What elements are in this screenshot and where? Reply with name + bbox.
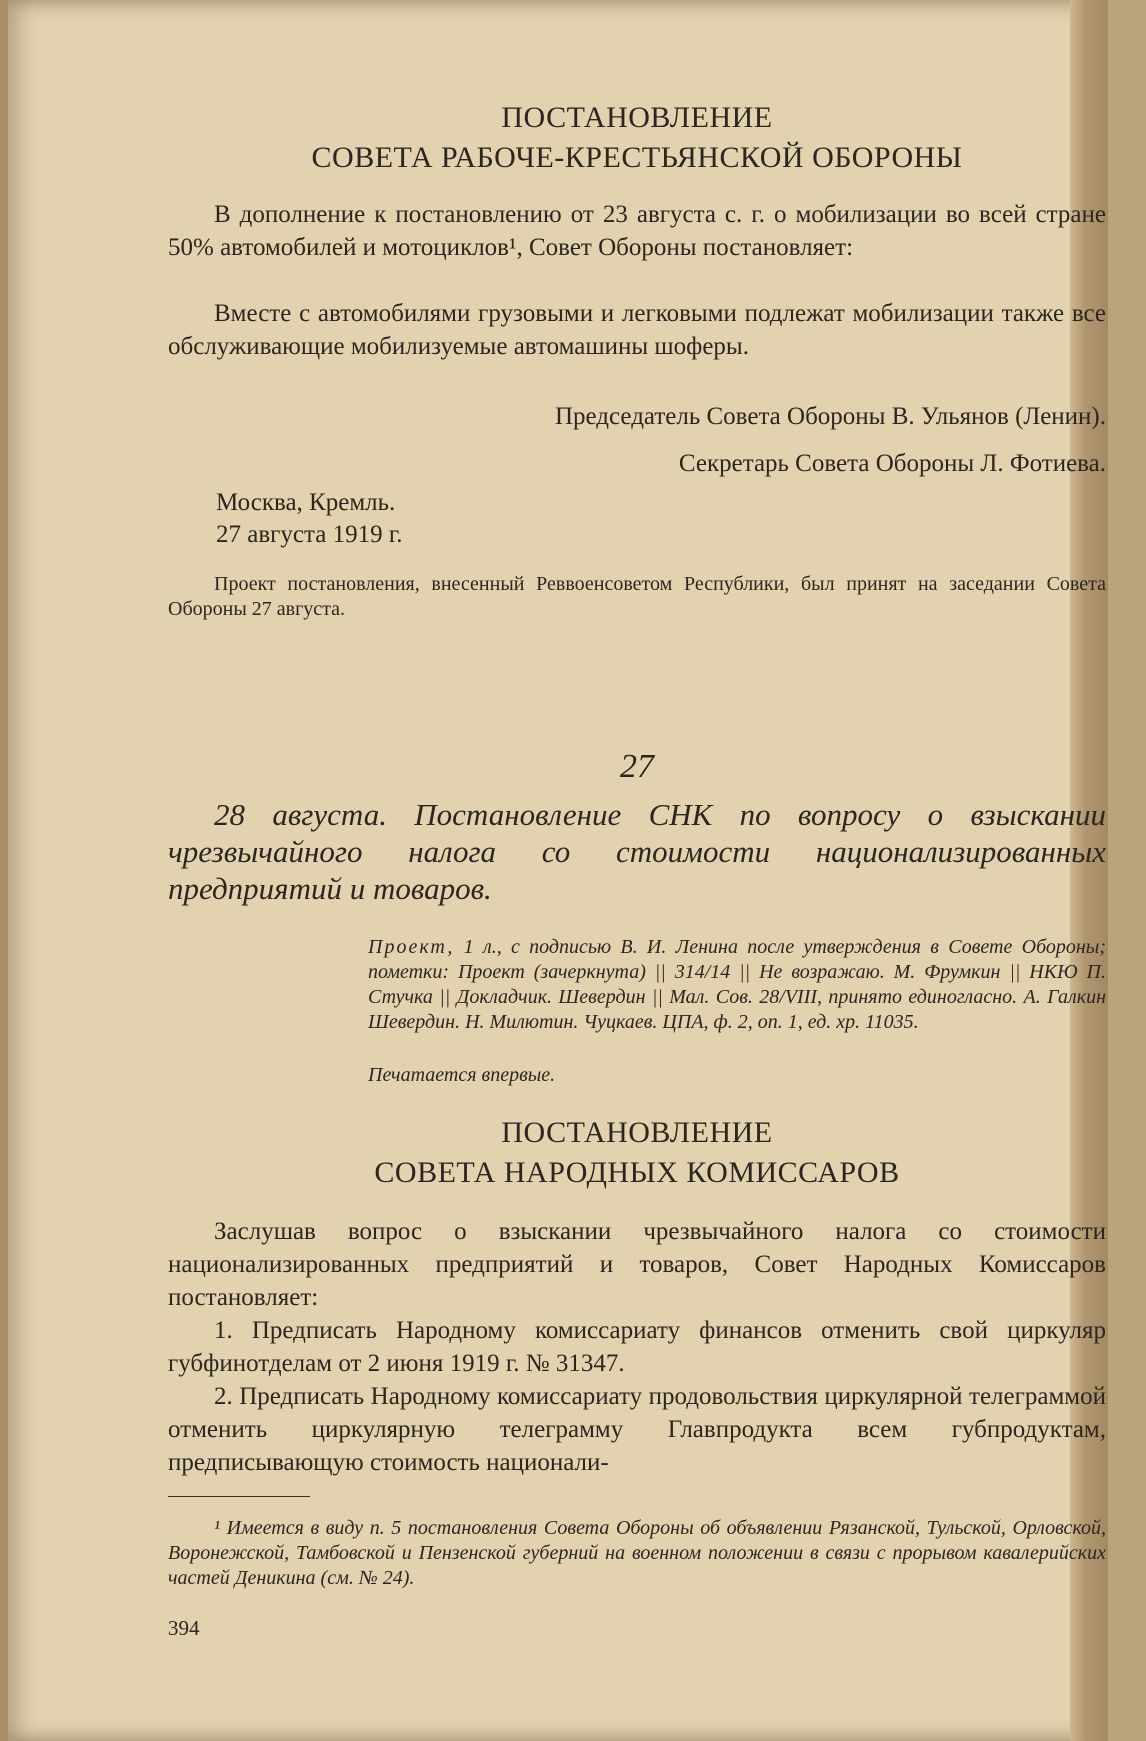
decree2-title-line1: ПОСТАНОВЛЕНИЕ — [501, 1116, 773, 1149]
decree1-title-line2: СОВЕТА РАБОЧЕ-КРЕСТЬЯНСКОЙ ОБОРОНЫ — [311, 141, 963, 174]
decree1-title-line1: ПОСТАНОВЛЕНИЕ — [501, 101, 773, 134]
decree2-paragraph-1: Заслушав вопрос о взыскании чрезвычайного налога со стоимости национализированных предприятий и товаров, Совет Народных Комиссаров постановляет: — [168, 1218, 1106, 1311]
decree1-paragraph-1: В дополнение к постановлению от 23 августа с. г. о мобилизации во всей стране 50% автомобилей и мотоциклов¹, Совет Обороны постановляет: — [168, 201, 1106, 261]
source-text: 1 л., с подписью В. И. Ленина после утверждения в Совете Обороны; пометки: Проект (зачеркнута) || 314/14 || Не возражаю. М. Фрумкин || НКЮ П. Стучка || Докладчик. Шевердин || Мал. Сов. 28/VIII, принято единогласно. А. Галкин Шевердин. Н. Милютин. Чуцкаев. ЦПА, ф. 2, оп. 1, ед. хр. 11035. — [368, 936, 1107, 1033]
printed-first-note: Печатается впервые. — [368, 1064, 556, 1086]
document-heading: 28 августа. Постановление СНК по вопросу о взыскании чрезвычайного налога со стоимости национализированных предприятий и товаров. — [168, 797, 1106, 906]
footnote — [168, 1516, 1106, 1591]
signature-secretary: Секретарь Совета Обороны Л. Фотиева. — [678, 450, 1106, 477]
archival-source — [368, 935, 1106, 1035]
decree1-place: Москва, Кремль. — [216, 489, 396, 516]
decree1-editorial-note: Проект постановления, внесенный Реввоенсоветом Республики, был принят на заседании Совета Обороны 27 августа. — [168, 573, 1106, 620]
footnote-text: Имеется в виду п. 5 постановления Совета Обороны об объявлении Рязанской, Тульской, Орловской, Воронежской, Тамбовской и Пензенской губерний на военном положении в связи с прорывом кавалерийских частей Деникина (см. № 24). — [168, 1517, 1107, 1589]
page-number: 394 — [168, 1616, 200, 1640]
book-page — [8, 0, 1108, 1741]
decree2-title-line2: СОВЕТА НАРОДНЫХ КОМИССАРОВ — [374, 1156, 900, 1189]
source-label: Проект, — [368, 936, 455, 958]
footnote-marker: ¹ — [214, 1517, 220, 1539]
document-number: 27 — [620, 748, 654, 785]
signature-chairman: Председатель Совета Обороны В. Ульянов (Ленин). — [554, 403, 1106, 430]
decree2-paragraph-3: 2. Предписать Народному комиссариату продовольствия циркулярной телеграммой отменить циркулярную телеграмму Главпродукта всем губпродуктам, предписывающую стоимость национали- — [168, 1383, 1106, 1476]
decree2-paragraph-2: 1. Предписать Народному комиссариату финансов отменить свой циркуляр губфинотделам от 2 июня 1919 г. № 31347. — [168, 1317, 1106, 1377]
book-spine-edge — [0, 0, 8, 1741]
decree1-paragraph-2: Вместе с автомобилями грузовыми и легковыми подлежат мобилизации также все обслуживающие мобилизуемые автомашины шоферы. — [168, 300, 1106, 360]
footnote-divider — [168, 1496, 310, 1497]
decree1-date: 27 августа 1919 г. — [216, 521, 403, 548]
